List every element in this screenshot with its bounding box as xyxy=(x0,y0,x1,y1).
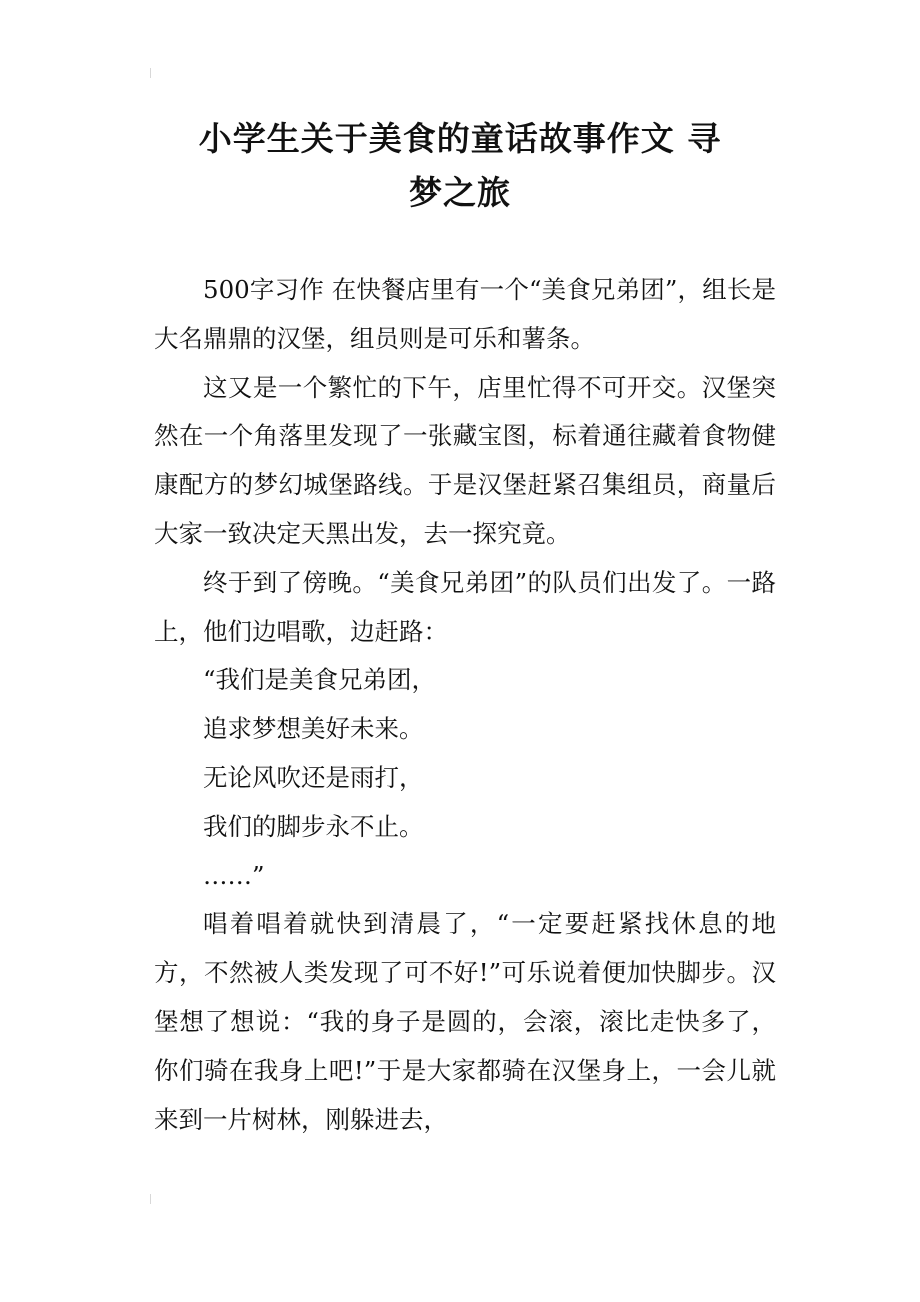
paragraph: 终于到了傍晚。“美食兄弟团”的队员们出发了。一路上，他们边唱歌，边赶路： xyxy=(154,567,776,646)
document-title xyxy=(150,112,770,220)
paragraph: 这又是一个繁忙的下午，店里忙得不可开交。汉堡突然在一个角落里发现了一张藏宝图，标着通往藏着食物健康配方的梦幻城堡路线。于是汉堡赶紧召集组员，商量后大家一致决定天黑出发，去一探究竟。 xyxy=(154,372,776,548)
verse-line: ……” xyxy=(203,860,265,890)
title-line-2: 梦之旅 xyxy=(409,173,511,212)
corner-crop-mark xyxy=(150,1194,157,1204)
title-line-1: 小学生关于美食的童话故事作文 寻 xyxy=(198,119,722,158)
verse-line: 无论风吹还是雨打， xyxy=(203,762,424,792)
paragraph: 唱着唱着就快到清晨了，“一定要赶紧找休息的地方，不然被人类发现了可不好!”可乐说着便加快脚步。汉堡想了想说：“我的身子是圆的，会滚，滚比走快多了，你们骑在我身上吧!”于是大家都骑在汉堡身上，一会儿就来到一片树林，刚躲进去， xyxy=(154,909,776,1134)
paragraph: 500字习作 在快餐店里有一个“美食兄弟团”，组长是大名鼎鼎的汉堡，组员则是可乐和薯条。 xyxy=(154,275,776,353)
verse-line: 追求梦想美好未来。 xyxy=(203,714,424,744)
document-body xyxy=(154,266,776,1144)
corner-crop-mark xyxy=(150,68,157,78)
verse-line: “我们是美食兄弟团， xyxy=(203,665,437,695)
verse-line: 我们的脚步永不止。 xyxy=(203,811,424,841)
